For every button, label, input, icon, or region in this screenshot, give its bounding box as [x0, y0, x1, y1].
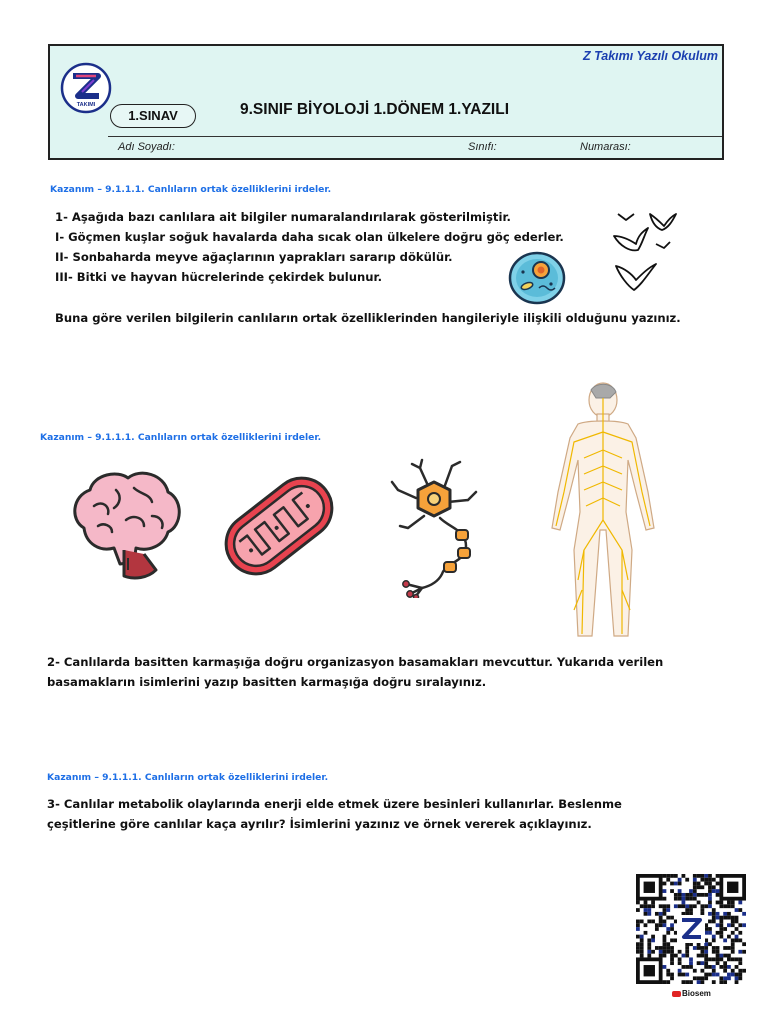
mitochondrion-icon: [214, 466, 344, 586]
q2-kazanim: Kazanım – 9.1.1.1. Canlıların ortak özelliklerini irdeler.: [40, 432, 322, 443]
cell-icon: [507, 250, 567, 306]
header-divider: [108, 136, 722, 137]
q1-line-3: II- Sonbaharda meyve ağaçlarının yaprakları sararıp dökülür.: [55, 250, 453, 264]
q2-line-1: 2- Canlılarda basitten karmaşığa doğru organizasyon basamakları mevcuttur. Yukarıda verilen: [47, 655, 664, 669]
qr-brand-text: Biosem: [682, 989, 711, 998]
brain-icon: [64, 466, 186, 588]
qr-code[interactable]: [634, 874, 748, 984]
logo-text: TAKIMI: [76, 102, 96, 108]
q3-line-1: 3- Canlılar metabolik olaylarında enerji elde etmek üzere besinleri kullanırlar. Beslenme: [47, 797, 622, 811]
q1-line-1: 1- Aşağıda bazı canlılara ait bilgiler numaralandırılarak gösterilmiştir.: [55, 210, 511, 224]
q3-kazanim: Kazanım – 9.1.1.1. Canlıların ortak özelliklerini irdeler.: [47, 772, 329, 783]
q2-body: [47, 652, 747, 692]
qr-brand-label: [672, 989, 711, 998]
q1-prompt: Buna göre verilen bilgilerin canlıların ortak özelliklerinden hangileriyle ilişkili olduğunu yazınız.: [55, 311, 681, 325]
q1-kazanim: Kazanım – 9.1.1.1. Canlıların ortak özelliklerini irdeler.: [50, 184, 332, 195]
neuron-icon: [386, 458, 486, 598]
school-name: Z Takımı Yazılı Okulum: [583, 49, 718, 63]
migrating-birds-icon: [608, 206, 686, 296]
q1-line-4: III- Bitki ve hayvan hücrelerinde çekirdek bulunur.: [55, 270, 383, 284]
q2-line-2: basamakların isimlerini yazıp basitten karmaşığa doğru sıralayınız.: [47, 675, 487, 689]
name-field-label: Adı Soyadı:: [118, 141, 175, 153]
class-field-label: Sınıfı:: [468, 141, 497, 153]
exam-number-badge: 1.SINAV: [110, 104, 196, 128]
q3-line-2: çeşitlerine göre canlılar kaça ayrılır? İsimlerini yazınız ve örnek vererek açıklayınız.: [47, 817, 592, 831]
nervous-system-icon: [544, 380, 662, 642]
q3-body: [47, 794, 747, 834]
exam-title: 9.SINIF BİYOLOJİ 1.DÖNEM 1.YAZILI: [240, 101, 510, 118]
z-takimi-logo: [60, 62, 112, 114]
number-field-label: Numarası:: [580, 141, 631, 153]
youtube-icon: [672, 991, 681, 997]
q1-line-2: I- Göçmen kuşlar soğuk havalarda daha sıcak olan ülkelere doğru göç ederler.: [55, 230, 564, 244]
